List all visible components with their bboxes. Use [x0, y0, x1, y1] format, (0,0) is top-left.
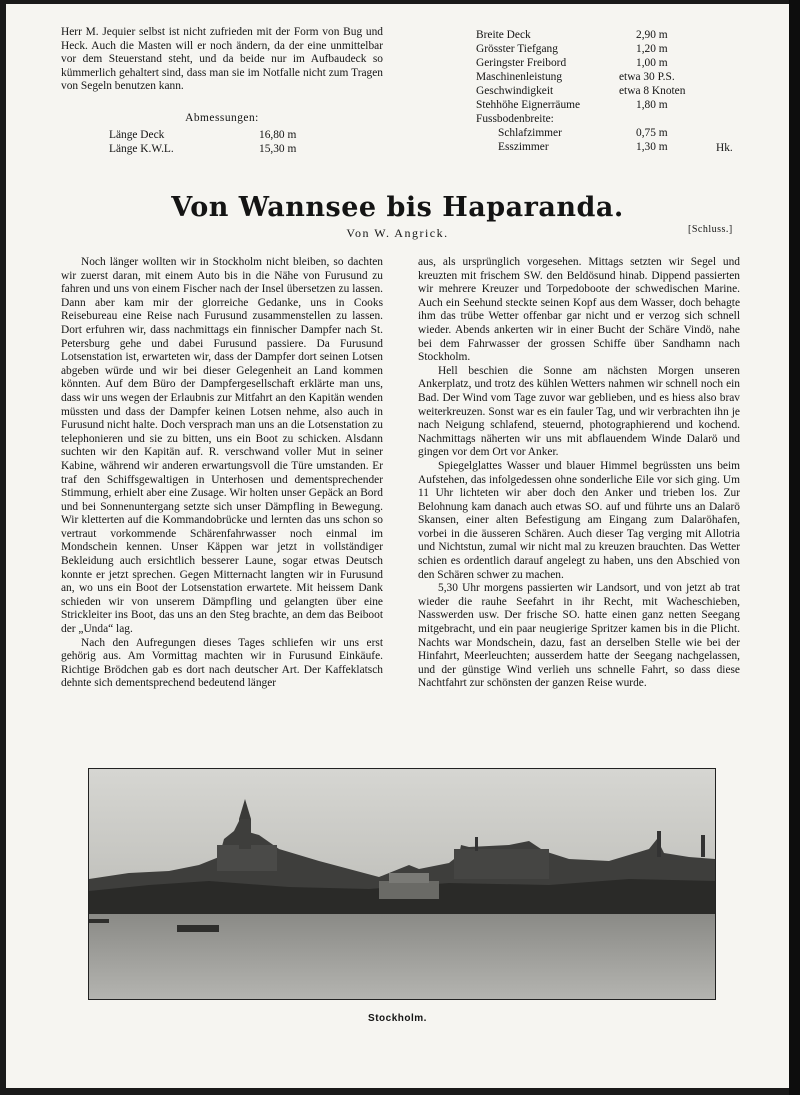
signature: Hk.: [716, 142, 733, 154]
spec-label: Stehhöhe Eignerräume: [476, 99, 581, 111]
page-spine: [789, 0, 800, 1095]
dimension-value: 15,30 m: [259, 143, 297, 155]
spec-value: 1,80 m: [636, 99, 668, 111]
spec-label: Maschinenleistung: [476, 71, 563, 83]
continued-note: [Schluss.]: [688, 224, 733, 235]
spec-label: Grösster Tiefgang: [476, 43, 558, 55]
paragraph: 5,30 Uhr morgens passierten wir Landsort, und von jetzt ab trat wieder die rauhe Seefahrt in ihr Recht, mit Wacheschieben, Nasswerden usw. Der frische SO. hatte einen ganz netten Seegang mitgebracht, und ein paar neugierige Spritzer kamen bis in die Plicht. Nachts war Mondschein, dazu, fast an derselben Stelle wie bei der Hinfahrt, Meerleuchten; ausserdem hatte der Seegang nachgelassen, und der günstige Wind verlieh uns schnelle Fahrt, so dass diese Nachtfahrt zur schönsten der ganzen Reise wurde.: [418, 582, 740, 690]
byline: Von W. Angrick.: [346, 226, 449, 240]
photo-caption: Stockholm.: [368, 1013, 427, 1024]
paragraph: aus, als ursprünglich vorgesehen. Mittags setzten wir Segel und kreuzten mit frischem SW. den Beldösund hinab. Dippend passierten wir mehrere Kreuzer und Torpedoboote der schwedischen Marine. Auch ein Seehund steckte seinen Kopf aus dem Wasser, doch behagte ihm das trübe Wetter offenbar gar nicht und er verzog sich schnell wieder. Abends ankerten wir in einer Bucht der Schäre Vindö, nahe bei dem Fahrwasser der grossen Schiffe über Sandhamn nach Stockholm.: [418, 256, 740, 364]
page: [6, 4, 789, 1088]
dimension-label: Länge K.W.L.: [109, 143, 174, 155]
photo-illustration: [89, 769, 715, 999]
spec-label: Fussbodenbreite:: [476, 113, 554, 125]
paragraph: Spiegelglattes Wasser und blauer Himmel begrüssten uns beim Aufstehen, das infolgedessen ohne sonderliche Eile vor sich ging. Um 11 Uhr lichteten wir aber doch den Anker und trieben los. Zur Belohnung kam danach auch etwas SO. auf und führte uns an Dalarö Skansen, einer alten Befestigung am Eingang zum Dalaröhafen, vorbei in die äusseren Schären. Auch dieser Tag verging mit Allotria und Nichtstun, zumal wir nicht mal zu kreuzen brauchten. Das Wetter schien es ordentlich darauf angelegt zu haben, uns den Abschied von den Schären schwer zu machen.: [418, 459, 740, 581]
column-left: [61, 256, 383, 691]
spec-label: Breite Deck: [476, 29, 531, 41]
stockholm-photo: [88, 768, 716, 1000]
column-right: [418, 256, 740, 691]
spec-label: Schlafzimmer: [498, 127, 562, 139]
intro-paragraph: Herr M. Jequier selbst ist nicht zufrieden mit der Form von Bug und Heck. Auch die Masten will er noch ändern, da der eine unmittelbar vor dem Steuerstand steht, und da beide nur im Aufbaudeck so kümmerlich gehaltert sind, dass man sie im Notfalle nicht zum Tragen von Segeln benutzen kann.: [61, 26, 383, 93]
spec-value: 2,90 m: [636, 29, 668, 41]
spec-label: Geschwindigkeit: [476, 85, 554, 97]
dimension-label: Länge Deck: [109, 129, 165, 141]
spec-value: 0,75 m: [636, 127, 668, 139]
paragraph: Nach den Aufregungen dieses Tages schliefen wir uns erst gehörig aus. Am Vormittag machten wir in Furusund Einkäufe. Richtige Brödchen gab es dort nach deutscher Art. Der Kaffeklatsch dehnte sich dementsprechend bedeutend länger: [61, 636, 383, 690]
spec-value: etwa 8 Knoten: [619, 85, 686, 97]
spec-label: Esszimmer: [498, 141, 549, 153]
paragraph: Noch länger wollten wir in Stockholm nicht bleiben, so dachten wir zuerst daran, mit einem Auto bis in die Nähe von Furusund zu fahren und uns von einem Fischer nach der Insel übersetzen zu lassen. Dann aber kam mir der glorreiche Gedanke, uns in Cooks Reisebureau eine Reise nach Furusund zusammenstellen zu lassen. Dort erfuhren wir, dass nachmittags ein finnischer Dampfer nach St. Petersburg gehe und dabei Furusund passiere. Da Furusund Lotsenstation ist, erwarteten wir, dass der Dampfer dort seinen Lotsen abgeben würde und wir bei dieser Gelegenheit an Land kommen könnten. Auf dem Büro der Dampfergesellschaft erklärte man uns, dass wir uns wegen der Erlaubnis zur Mitfahrt an den Kapitän wenden müssten und dass der Dampfer keinen Lotsen nehme, also auch in Furusund nicht halte. Doch versprach man uns an die Lotsenstation zu telephonieren und sie zu bitten, uns ein Boot zu schicken. Alsdann suchten wir den Kapitän auf. R. verschwand voller Mut in seiner Kabine, während wir anderen erwartungsvoll die Türe umstanden. Er traf den Schiffsgewaltigen in Unterhosen und dementsprechender Stimmung, erhielt aber eine Zusage. Wir holten unser Gepäck an Bord und bei Sonnenuntergang setzte sich unser Dämpfling in Bewegung. Wir kletterten auf die Kommandobrücke und lernten das uns schon so vertraut vorkommende Schärenfahrwasser noch einmal im Mondschein kennen. Unser Käppen war jetzt in vollständiger Bekleidung auch ersichtlich besserer Laune, sogar etwas Deutsch konnte er jetzt sprechen. Gegen Mitternacht langten wir in Furusund an, wo uns ein Boot der Lotsenstation erwartete. Mit heissem Dank schieden wir von unserem Dämpfling und gelangten über eine Strickleiter ins Boot, das uns an den Steg brachte, an dem das Beiboot der „Unda“ lag.: [61, 256, 383, 636]
article-title: Von Wannsee bis Haparanda.: [171, 192, 624, 223]
dimension-value: 16,80 m: [259, 129, 297, 141]
spec-value: etwa 30 P.S.: [619, 71, 675, 83]
spec-value: 1,00 m: [636, 57, 668, 69]
spec-value: 1,30 m: [636, 141, 668, 153]
paragraph: Hell beschien die Sonne am nächsten Morgen unseren Ankerplatz, und trotz des kühlen Wetters nahmen wir schnell noch ein Bad. Der Wind vom Tage zuvor war geblieben, und es hiess also brav weiterkreuzen. Sonst war es ein fauler Tag, und wir verbrachten ihn je nach Neigung schlafend, steuernd, photographierend und kochend. Nachmittags näherten wir uns mit abflauendem Winde Dalarö und gingen vor dem Ort vor Anker.: [418, 364, 740, 459]
spec-label: Geringster Freibord: [476, 57, 567, 69]
dimensions-heading: Abmessungen:: [185, 112, 259, 124]
spec-value: 1,20 m: [636, 43, 668, 55]
